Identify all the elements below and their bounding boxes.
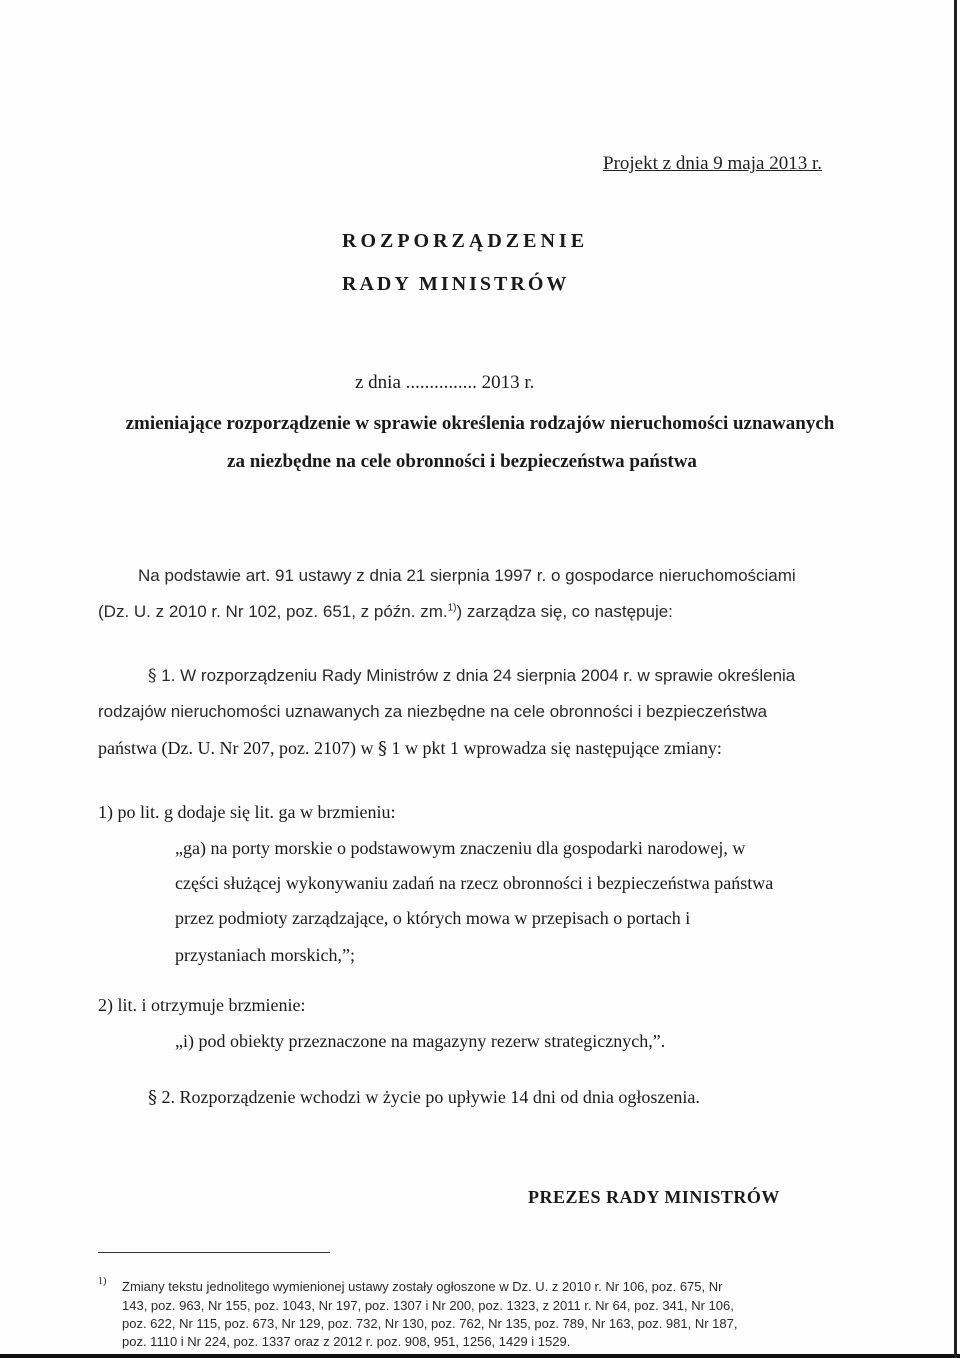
footnote-reference: 1) xyxy=(447,602,457,614)
quote-2: „i) pod obiekty przeznaczone na magazyny rezerw strategicznych,”. xyxy=(175,1031,666,1051)
section-1-text-3a: państwa (Dz. U. Nr 207, poz. 2107) w xyxy=(98,738,378,758)
section-1-text-3b: 1 w pkt 1 wprowadza się następujące zmiany: xyxy=(386,738,722,758)
subject-line-2: za niezbędne na cele obronności i bezpieczeństwa państwa xyxy=(227,451,697,472)
subject-line-1: zmieniające rozporządzenie w sprawie określenia rodzajów nieruchomości uznawanych xyxy=(125,413,835,434)
preamble-line-2-end: ) zarządza się, co następuje: xyxy=(456,602,673,621)
preamble-line-1: Na podstawie art. 91 ustawy z dnia 21 sierpnia 1997 r. o gospodarce nieruchomościami xyxy=(138,566,796,585)
quote-1-line-2: części służącej wykonywaniu zadań na rzecz obronności i bezpieczeństwa państwa xyxy=(175,873,774,893)
section-2 xyxy=(148,1087,700,1108)
section-2-text: 2. Rozporządzenie wchodzi w życie po upływie 14 dni od dnia ogłoszenia. xyxy=(157,1087,700,1107)
section-1-line-3 xyxy=(98,738,722,759)
document-title: ROZPORZĄDZENIE xyxy=(342,230,589,252)
quote-1-line-3: przez podmioty zarządzające, o których mowa w przepisach o portach i xyxy=(175,908,691,928)
section-1-line-2: rodzajów nieruchomości uznawanych za niezbędne na cele obronności i bezpieczeństwa xyxy=(98,702,768,721)
section-mark: § xyxy=(148,1087,157,1108)
footnote-line-3: poz. 622, Nr 115, poz. 673, Nr 129, poz. 732, Nr 130, poz. 762, Nr 135, poz. 789, Nr 163, poz. 981, Nr 187, xyxy=(122,1316,738,1331)
quote-1-line-1: „ga) na porty morskie o podstawowym znaczeniu dla gospodarki narodowej, w xyxy=(175,838,746,858)
footnote-divider xyxy=(98,1252,330,1253)
preamble-line-2-start: (Dz. U. z 2010 r. Nr 102, poz. 651, z późn. zm. xyxy=(98,602,448,621)
amendment-item-1: 1) po lit. g dodaje się lit. ga w brzmieniu: xyxy=(98,802,396,822)
amendment-item-2: 2) lit. i otrzymuje brzmienie: xyxy=(98,995,306,1015)
preamble-line-2 xyxy=(98,602,673,622)
scan-edge-bottom xyxy=(0,1354,960,1358)
signature-block: PREZES RADY MINISTRÓW xyxy=(528,1187,780,1207)
section-1-line-1 xyxy=(148,666,795,686)
quote-1-line-4: przystaniach morskich,”; xyxy=(175,945,355,965)
section-1-text-1: 1. W rozporządzeniu Rady Ministrów z dnia 24 sierpnia 2004 r. w sprawie określenia xyxy=(161,666,796,685)
scan-edge-right xyxy=(954,0,957,1358)
document-issuer: RADY MINISTRÓW xyxy=(342,273,570,295)
draft-date-header: Projekt z dnia 9 maja 2013 r. xyxy=(603,153,822,174)
section-mark: § xyxy=(148,666,157,686)
section-mark: § xyxy=(377,738,387,759)
footnote-line-4: poz. 1110 i Nr 224, poz. 1337 oraz z 2012 r. poz. 908, 951, 1256, 1429 i 1529. xyxy=(122,1334,571,1349)
footnote-line-1: Zmiany tekstu jednolitego wymienionej ustawy zostały ogłoszone w Dz. U. z 2010 r. Nr 106, poz. 675, Nr xyxy=(122,1279,723,1294)
document-date-line: z dnia ............... 2013 r. xyxy=(355,372,535,393)
footnote-marker: 1) xyxy=(98,1276,107,1287)
footnote-line-2: 143, poz. 963, Nr 155, poz. 1043, Nr 197, poz. 1307 i Nr 200, poz. 1323, z 2011 r. Nr 64, poz. 341, Nr 106, xyxy=(122,1298,734,1313)
